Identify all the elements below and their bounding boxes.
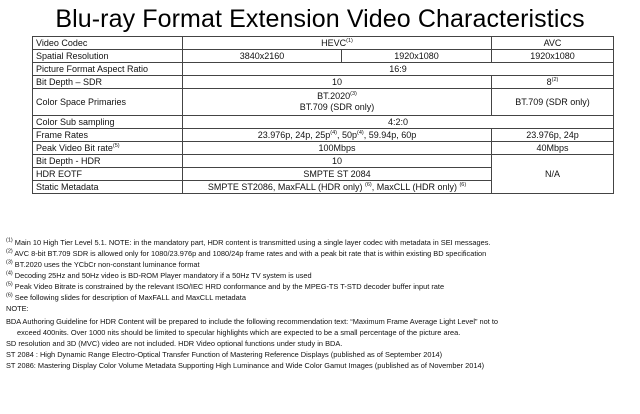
footnote-4-mark: (4): [6, 270, 13, 277]
frame-rates-text-c: , 59.94p, 60p: [363, 129, 417, 140]
footnote-2-mark: (2): [6, 248, 13, 255]
cell-hevc-frame-rates: [183, 129, 492, 142]
table-row-video-codec: [33, 37, 614, 50]
table-row-aspect-ratio: [33, 63, 614, 76]
row-label-bit-depth-sdr: Bit Depth – SDR: [33, 76, 183, 89]
footnote-1-text: Main 10 High Tier Level 5.1. NOTE: in the mandatory part, HDR content is transmitted using a single layer codec with metadata in SEI messages.: [12, 238, 491, 247]
row-label-color-sub-sampling: Color Sub sampling: [33, 116, 183, 129]
cell-avc-bit-depth-sdr: [492, 76, 614, 89]
hevc-color-space-line2: BT.709 (SDR only): [299, 102, 375, 112]
bda-guideline-line1: BDA Authoring Guideline for HDR Content will be prepared to include the following recommendation text: “Maximum Frame Average Light Level” not to: [6, 317, 499, 326]
row-label-color-space: Color Space Primaries: [33, 89, 183, 116]
col-header-hevc: [183, 37, 492, 50]
table-row-bit-depth-hdr: [33, 155, 614, 168]
avc-bit-depth-text: 8: [546, 76, 552, 87]
footnote-4-text: Decoding 25Hz and 50Hz video is BD-ROM Player mandatory if a 50Hz TV system is used: [12, 271, 312, 280]
cell-hevc-static-metadata: [183, 181, 492, 194]
footnote-1-mark: (1): [6, 237, 13, 244]
hevc-text: HEVC: [321, 37, 347, 48]
footnote-4: [6, 270, 634, 281]
bt2020-text: BT.2020: [317, 91, 351, 101]
cell-hevc-hd: 1920x1080: [342, 50, 492, 63]
peak-bit-rate-footnote-mark: (5): [112, 142, 120, 149]
note-label: NOTE:: [6, 304, 29, 313]
footnote-1: [6, 237, 634, 248]
frame-rates-text-a: 23.976p, 24p, 25p: [257, 129, 331, 140]
cell-hevc-bit-depth-hdr: 10: [183, 155, 492, 168]
cell-hevc-color-space: [183, 89, 492, 116]
table-row-peak-bit-rate: [33, 142, 614, 155]
footnote-3-text: BT.2020 uses the YCbCr non-constant luminance format: [12, 260, 200, 269]
video-characteristics-table: [32, 36, 614, 194]
static-metadata-footnote-mark-b: (6): [459, 181, 467, 188]
row-label-aspect-ratio: Picture Format Aspect Ratio: [33, 63, 183, 76]
footnotes: [6, 237, 634, 371]
footnote-2: [6, 248, 634, 259]
row-label-spatial-resolution: Spatial Resolution: [33, 50, 183, 63]
hevc-footnote-mark: (1): [346, 37, 353, 44]
row-label-hdr-eotf: HDR EOTF: [33, 168, 183, 181]
table-row-bit-depth-sdr: [33, 76, 614, 89]
row-label-static-metadata: Static Metadata: [33, 181, 183, 194]
row-label-bit-depth-hdr: Bit Depth - HDR: [33, 155, 183, 168]
row-label-video-codec: Video Codec: [33, 37, 183, 50]
footnote-6: [6, 292, 634, 303]
cell-hevc-uhd: 3840x2160: [183, 50, 342, 63]
static-metadata-text-b: , MaxCLL (HDR only): [371, 181, 460, 192]
cell-avc-resolution: 1920x1080: [492, 50, 614, 63]
cell-avc-peak-bit-rate: 40Mbps: [492, 142, 614, 155]
cell-color-sub-sampling: 4:2:0: [183, 116, 614, 129]
cell-hevc-peak-bit-rate: 100Mbps: [183, 142, 492, 155]
static-metadata-footnote-mark-a: (6): [365, 181, 372, 188]
bt2020-footnote-mark: (3): [350, 91, 357, 97]
bda-guideline-line2: exceed 400nits. Over 1000 nits should be limited to specular highlights which are expected to be a small percentage of the picture area.: [17, 328, 461, 337]
footnote-5-text: Peak Video Bitrate is constrained by the relevant ISO/IEC HRD conformance and by the MPEG-TS T-STD decoder buffer input rate: [12, 282, 445, 291]
table-row-spatial-resolution: [33, 50, 614, 63]
st2084-note: ST 2084 : High Dynamic Range Electro-Optical Transfer Function of Mastering Reference Displays (published as of September 2014): [6, 350, 443, 359]
row-label-frame-rates: Frame Rates: [33, 129, 183, 142]
footnote-3-mark: (3): [6, 259, 13, 266]
st2086-note: ST 2086: Mastering Display Color Volume Metadata Supporting High Luminance and Wide Color Gamut Images (published as of November 2014): [6, 361, 485, 370]
static-metadata-text-a: SMPTE ST2086, MaxFALL (HDR only): [207, 181, 366, 192]
page-title: Blu-ray Format Extension Video Characteristics: [55, 5, 585, 33]
cell-avc-hdr-na: N/A: [492, 155, 614, 194]
cell-hevc-hdr-eotf: SMPTE ST 2084: [183, 168, 492, 181]
avc-bit-depth-footnote-mark: (2): [551, 76, 559, 83]
footnote-6-text: See following slides for description of MaxFALL and MaxCLL metadata: [12, 293, 246, 302]
table-row-color-space: [33, 89, 614, 116]
footnote-6-mark: (6): [6, 292, 13, 299]
sd-resolution-note: SD resolution and 3D (MVC) video are not included. HDR Video optional functions under study in BDA.: [6, 339, 343, 348]
frame-rates-footnote-mark-a: (4): [330, 129, 337, 136]
cell-avc-color-space: BT.709 (SDR only): [492, 89, 614, 116]
cell-avc-frame-rates: 23.976p, 24p: [492, 129, 614, 142]
frame-rates-text-b: , 50p: [337, 129, 358, 140]
footnote-2-text: AVC 8-bit BT.709 SDR is allowed only for 1080/23.976p and 1080/24p frame rates and with a peak bit rate that is within existing BD specification: [12, 249, 487, 258]
hevc-color-space-line1: [186, 91, 488, 102]
footnote-3: [6, 259, 634, 270]
row-label-peak-bit-rate: [33, 142, 183, 155]
cell-hevc-bit-depth-sdr: 10: [183, 76, 492, 89]
frame-rates-footnote-mark-b: (4): [357, 129, 364, 136]
peak-bit-rate-label-text: Peak Video Bit rate: [36, 142, 113, 153]
table-row-frame-rates: [33, 129, 614, 142]
footnote-5-mark: (5): [6, 281, 13, 288]
col-header-avc: AVC: [492, 37, 614, 50]
cell-aspect-ratio: 16:9: [183, 63, 614, 76]
table-row-color-sub-sampling: [33, 116, 614, 129]
footnote-5: [6, 281, 634, 292]
